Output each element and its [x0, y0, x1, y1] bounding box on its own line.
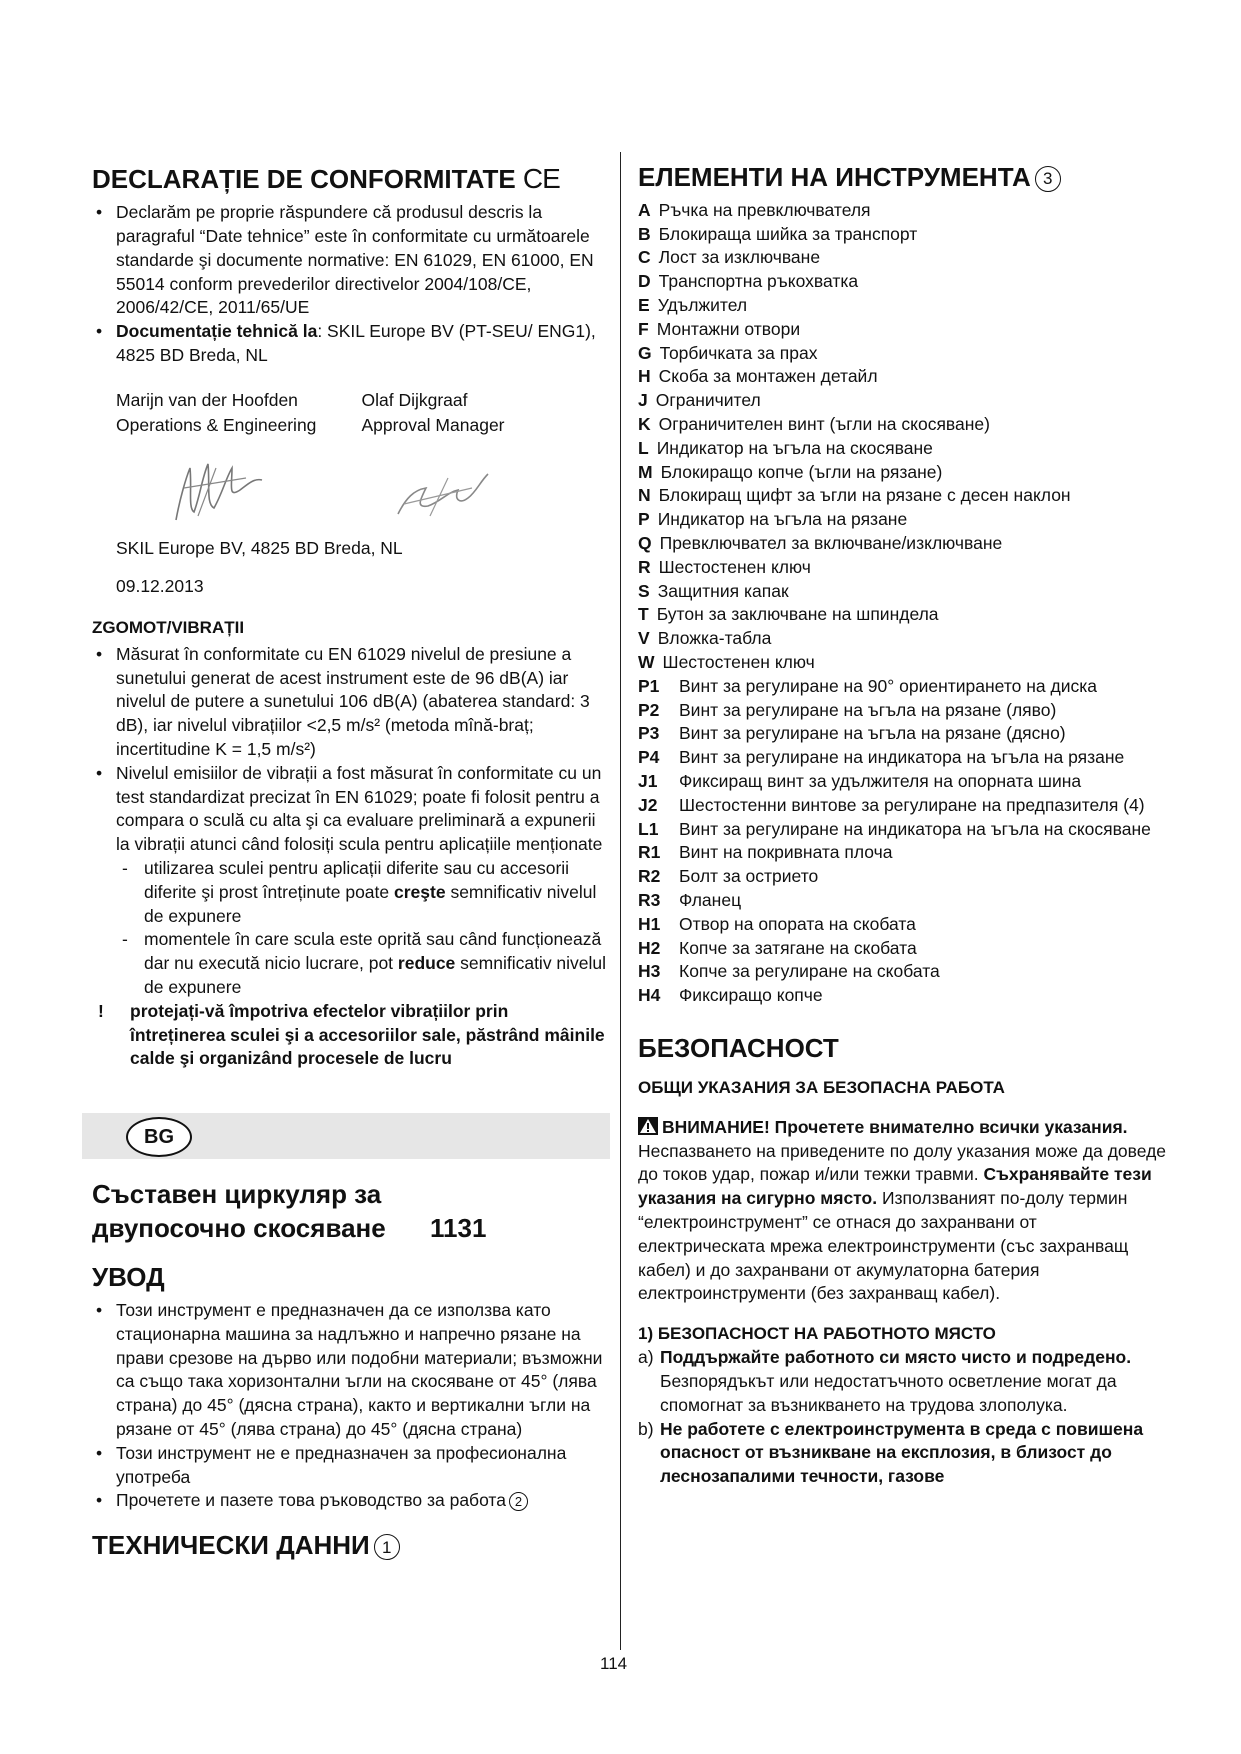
intro-item: • Този инструмент не е предназначен за професионална употреба	[92, 1442, 607, 1490]
figure-ref: 3	[1035, 166, 1061, 192]
signatory-1-role: Operations & Engineering	[116, 414, 317, 435]
exclamation-icon: !	[98, 1000, 104, 1021]
signature-2-icon	[368, 438, 608, 534]
part-key: F	[638, 318, 649, 339]
column-divider	[620, 152, 621, 1650]
vibration-warning: ! protejați-vă împotriva efectelor vibrațiilor prin întreținerea sculei şi a accesoriilor sale, păstrând mâinile calde şi organizând procesele de lucru	[98, 1000, 605, 1069]
part-key: P2	[638, 699, 660, 720]
part-label: Шестостенен ключ	[662, 652, 815, 673]
warning-triangle-icon	[638, 1117, 658, 1135]
part-item	[638, 556, 1168, 580]
part-item	[638, 603, 1168, 627]
part-key: T	[638, 604, 649, 625]
declaration-title: DECLARAȚIE DE CONFORMITATE CE	[92, 163, 560, 194]
part-key: C	[638, 247, 651, 268]
part-label: Винт за регулиране на индикатора на ъгъла на рязане	[679, 747, 1125, 768]
tech-doc-item: • Documentație tehnică la: SKIL Europe BV (PT-SEU/ ENG1), 4825 BD Breda, NL	[92, 320, 607, 368]
part-key: H2	[638, 937, 661, 958]
part-item	[638, 627, 1168, 651]
part-label: Блокиращо копче (ъгли на рязане)	[660, 461, 943, 482]
part-item	[638, 794, 1168, 818]
noise-subitem: - utilizarea sculei pentru aplicații diferite sau cu accesorii diferite şi prost întreținute poate creşte semnificativ nivelul de expunere	[116, 857, 607, 928]
language-badge: BG	[126, 1117, 192, 1157]
noise-list	[92, 643, 607, 1000]
part-key: S	[638, 580, 650, 601]
part-key: W	[638, 652, 655, 673]
noise-sublist	[116, 857, 607, 1000]
part-label: Винт на покривната плоча	[679, 842, 893, 863]
part-item	[638, 508, 1168, 532]
part-key: P3	[638, 723, 660, 744]
part-label: Шестостенни винтове за регулиране на предпазителя (4)	[679, 794, 1145, 815]
signatory-2-role: Approval Manager	[361, 414, 505, 435]
part-key: R2	[638, 866, 661, 887]
signatory-2-name: Olaf Dijkgraaf	[361, 389, 468, 410]
part-label: Винт за регулиране на 90° ориентирането на диска	[679, 675, 1098, 696]
part-item	[638, 913, 1168, 937]
declaration-list	[92, 201, 607, 368]
part-label: Защитния капак	[657, 580, 789, 601]
part-item	[638, 484, 1168, 508]
parts-list	[638, 199, 1168, 1008]
noise-item: • Măsurat în conformitate cu EN 61029 nivelul de presiune a sunetului generat de acest instrument este de 96 dB(A) iar nivelul de putere a sunetului 106 dB(A) (abaterea standard: 3 dB), iar nivelul vibrațiilor <2,5 m/s² (metoda mînă-braț; incertitudine K = 1,5 m/s²)	[92, 643, 607, 762]
part-label: Индикатор на ъгъла на рязане	[657, 509, 908, 530]
noise-title: ZGOMOT/VIBRAȚII	[92, 617, 245, 637]
part-item	[638, 889, 1168, 913]
part-key: L	[638, 437, 649, 458]
intro-item: • Прочетете и пазете това ръководство за работа 2	[92, 1489, 607, 1513]
declaration-item: • Declarăm pe proprie răspundere că produsul descris la paragraful “Date tehnice” este în conformitate cu următoarele standarde şi documente normative: EN 61029, EN 61000, EN 55014 conform prevederilor directivelor 2004/108/CE, 2006/42/CE, 2011/65/UE	[92, 201, 607, 320]
part-label: Винт за регулиране на ъгъла на рязане (дясно)	[679, 723, 1066, 744]
part-label: Индикатор на ъгъла на скосяване	[656, 437, 933, 458]
part-item	[638, 746, 1168, 770]
part-key: R3	[638, 890, 661, 910]
part-key: G	[638, 342, 652, 363]
part-key: P4	[638, 747, 660, 768]
part-key: L1	[638, 818, 659, 839]
part-item	[638, 389, 1168, 413]
part-label: Винт за регулиране на индикатора на ъгъла на скосяване	[679, 818, 1151, 839]
part-label: Удължител	[657, 295, 748, 316]
part-label: Лост за изключване	[658, 247, 821, 268]
language-bar	[82, 1113, 610, 1159]
intro-title: УВОД	[92, 1262, 165, 1293]
part-item	[638, 937, 1168, 961]
part-item	[638, 699, 1168, 723]
intro-list	[92, 1299, 607, 1513]
part-key: D	[638, 271, 651, 292]
part-key: R	[638, 556, 651, 577]
part-item	[638, 365, 1168, 389]
product-model: 1131	[430, 1213, 487, 1244]
part-label: Винт за регулиране на ъгъла на рязане (ляво)	[679, 699, 1057, 720]
part-label: Копче за регулиране на скобата	[679, 961, 940, 982]
part-label: Фиксиращ винт за удължителя на опорната шина	[679, 771, 1082, 792]
part-key: R1	[638, 842, 661, 863]
part-item	[638, 199, 1168, 223]
intro-item: • Този инструмент е предназначен да се използва като стационарна машина за надлъжно и напречно рязане на прави срезове на дърво или подобни материали; възможни са също така хоризонтални ъгли на скосяване от 45° (лява страна) до 45° (дясна страна), както и вертикални ъгли на рязане от 45° (лява страна) до 45° (дясна страна)	[92, 1299, 607, 1442]
workplace-item: b) Не работете с електроинструмента в среда с повишена опасност от възникване на експлозия, в близост до леснозапалими течности, газове	[638, 1418, 1144, 1487]
part-item	[638, 342, 1168, 366]
part-item	[638, 841, 1168, 865]
part-key: Q	[638, 533, 652, 554]
ce-mark-icon: CE	[522, 163, 560, 194]
part-label: Фиксиращо копче	[679, 985, 823, 1006]
signature-1-icon	[128, 438, 368, 534]
part-label: Скоба за монтажен детайл	[658, 366, 878, 387]
part-item	[638, 865, 1168, 889]
part-key: P	[638, 509, 650, 530]
part-label: Транспортна ръкохватка	[658, 271, 859, 292]
general-warning: ВНИМАНИЕ! Прочетете внимателно всички указания. Неспазването на приведените по долу указания може да доведе до токов удар, пожар и/или тежки травми. Съхранявайте тези указания на сигурно място. Използваният по-долу термин “електроинструмент” се отнася до захранвани от електрическата мрежа електроинструменти (със захранващ кабел) и до захранвани от акумулаторна батерия електроинструменти (без захранващ кабел).	[638, 1116, 1167, 1304]
part-label: Копче за затягане на скобата	[679, 937, 917, 958]
part-label: Болт за острието	[679, 866, 819, 887]
part-key: J1	[638, 771, 658, 792]
part-label: Блокираща шийка за транспорт	[658, 223, 918, 244]
right-column	[638, 163, 1168, 1489]
part-item	[638, 722, 1168, 746]
part-item	[638, 223, 1168, 247]
part-item	[638, 294, 1168, 318]
part-item	[638, 960, 1168, 984]
part-key: N	[638, 485, 651, 506]
part-key: P1	[638, 675, 660, 696]
part-key: H	[638, 366, 651, 387]
part-item	[638, 413, 1168, 437]
part-label: Ръчка на превключвателя	[658, 199, 871, 220]
part-key: J2	[638, 794, 658, 815]
figure-ref: 1	[374, 1534, 400, 1560]
left-column	[92, 163, 607, 1567]
part-item	[638, 246, 1168, 270]
part-key: H3	[638, 961, 661, 982]
part-item	[638, 580, 1168, 604]
company-address: SKIL Europe BV, 4825 BD Breda, NL	[116, 537, 403, 558]
part-item	[638, 532, 1168, 556]
part-item	[638, 461, 1168, 485]
part-label: Торбичката за прах	[659, 342, 818, 363]
part-key: M	[638, 461, 653, 482]
part-label: Монтажни отвори	[656, 318, 801, 339]
part-item	[638, 818, 1168, 842]
part-item	[638, 984, 1168, 1008]
workplace-title: 1) БЕЗОПАСНОСТ НА РАБОТНОТО МЯСТО	[638, 1324, 996, 1344]
noise-item: • Nivelul emisiilor de vibrații a fost măsurat în conformitate cu un test standardizat precizat în EN 61029; poate fi folosit pentru a compara o sculă cu alta şi ca evaluare preliminară a expunerii la vibrații atunci când folosiți scula pentru aplicațiile menționate - utilizarea sculei pentru aplicații diferite sau cu accesorii diferite şi prost întreținute poate creşte semnificativ nivelul de expunere - momentele în care scula este oprită sau când funcționează dar nu execută nicio lucrare, pot reduce semnificativ nivelul de expunere	[92, 762, 607, 1000]
signatures	[128, 438, 607, 534]
part-item	[638, 651, 1168, 675]
part-item	[638, 770, 1168, 794]
tech-data-title: ТЕХНИЧЕСКИ ДАННИ 1	[92, 1531, 607, 1561]
part-key: K	[638, 414, 651, 435]
part-key: B	[638, 223, 651, 244]
part-key: V	[638, 628, 650, 649]
part-key: J	[638, 390, 648, 411]
figure-ref: 2	[509, 1492, 528, 1511]
part-key: E	[638, 295, 650, 316]
general-safety-title: ОБЩИ УКАЗАНИЯ ЗА БЕЗОПАСНА РАБОТА	[638, 1077, 1005, 1097]
part-item	[638, 437, 1168, 461]
noise-subitem: - momentele în care scula este oprită sau când funcționează dar nu execută nicio lucrare, pot reduce semnificativ nivelul de expunere	[116, 928, 607, 999]
part-label: Превключвател за включване/изключване	[659, 533, 1003, 554]
signatories	[116, 388, 607, 438]
part-label: Бутон за заключване на шпиндела	[656, 604, 939, 625]
workplace-item: a) Поддържайте работното си място чисто и подредено. Безпорядъкът или недостатъчното осветление могат да спомогнат за възникването на трудова злополука.	[638, 1347, 1132, 1415]
part-key: H1	[638, 913, 661, 934]
part-label: Фланец	[679, 890, 742, 910]
part-item	[638, 270, 1168, 294]
workplace-list	[638, 1346, 1168, 1489]
part-item	[638, 318, 1168, 342]
safety-title: БЕЗОПАСНОСТ	[638, 1032, 839, 1063]
part-label: Блокиращ щифт за ъгли на рязане с десен наклон	[658, 485, 1071, 506]
part-label: Шестостенен ключ	[658, 556, 811, 577]
part-key: A	[638, 199, 651, 220]
part-label: Вложка-табла	[657, 628, 772, 649]
elements-title: ЕЛЕМЕНТИ НА ИНСТРУМЕНТА 3	[638, 163, 1168, 193]
part-label: Отвор на опората на скобата	[679, 913, 916, 934]
page-number: 114	[600, 1654, 628, 1673]
part-item	[638, 675, 1168, 699]
product-title: Съставен циркуляр за двупосочно скосяване 1131	[92, 1179, 487, 1244]
declaration-date: 09.12.2013	[116, 575, 204, 596]
signatory-1-name: Marijn van der Hoofden	[116, 389, 298, 410]
part-label: Ограничителен винт (ъгли на скосяване)	[658, 414, 990, 435]
part-key: H4	[638, 985, 661, 1006]
part-label: Ограничител	[655, 390, 761, 411]
